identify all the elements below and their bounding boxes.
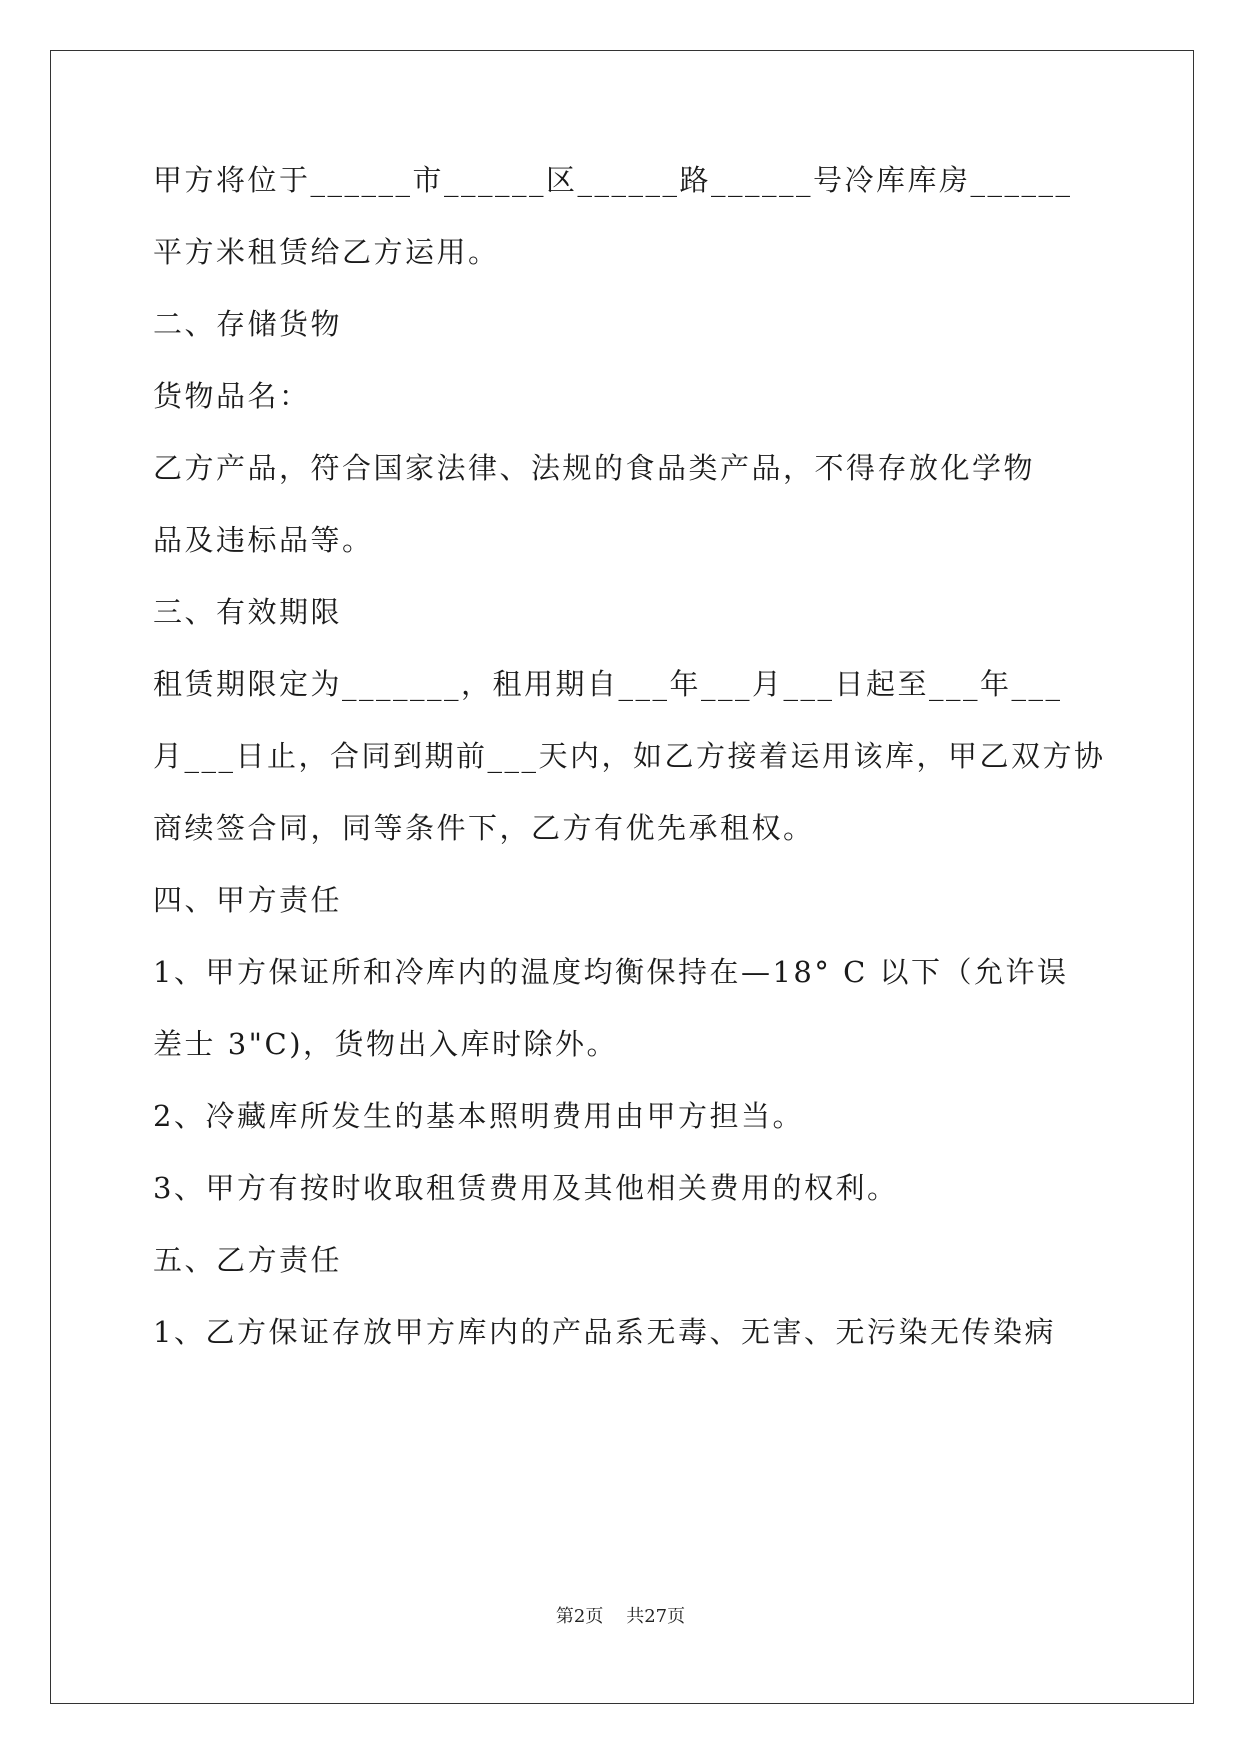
paragraph-line: 商续签合同，同等条件下，乙方有优先承租权。 — [153, 811, 815, 845]
section-heading: 五、乙方责任 — [153, 1243, 343, 1277]
paragraph-line: 1、乙方保证存放甲方库内的产品系无毒、无害、无污染无传染病 — [153, 1315, 1056, 1349]
paragraph-line: 2、冷藏库所发生的基本照明费用由甲方担当。 — [153, 1099, 804, 1133]
paragraph-line: 租赁期限定为_______，租用期自___年___月___日起至___年___ — [153, 667, 1063, 701]
paragraph-line: 月___日止，合同到期前___天内，如乙方接着运用该库，甲乙双方协 — [153, 739, 1106, 773]
paragraph-line: 甲方将位于______市______区______路______号冷库库房______ — [153, 163, 1073, 197]
page-border — [50, 50, 1194, 1704]
paragraph-line: 品及违标品等。 — [153, 523, 374, 557]
paragraph-line: 乙方产品，符合国家法律、法规的食品类产品，不得存放化学物 — [153, 451, 1036, 485]
paragraph-line: 差士 3"C)，货物出入库时除外。 — [153, 1027, 619, 1061]
paragraph-line: 1、甲方保证所和冷库内的温度均衡保持在—18° C 以下（允许误 — [153, 955, 1069, 989]
paragraph-line: 平方米租赁给乙方运用。 — [153, 235, 500, 269]
section-heading: 三、有效期限 — [153, 595, 343, 629]
paragraph-line: 货物品名： — [153, 379, 311, 413]
paragraph-line: 3、甲方有按时收取租赁费用及其他相关费用的权利。 — [153, 1171, 899, 1205]
section-heading: 二、存储货物 — [153, 307, 343, 341]
page-number-footer: 第2页 共27页 — [555, 1606, 686, 1627]
section-heading: 四、甲方责任 — [153, 883, 343, 917]
